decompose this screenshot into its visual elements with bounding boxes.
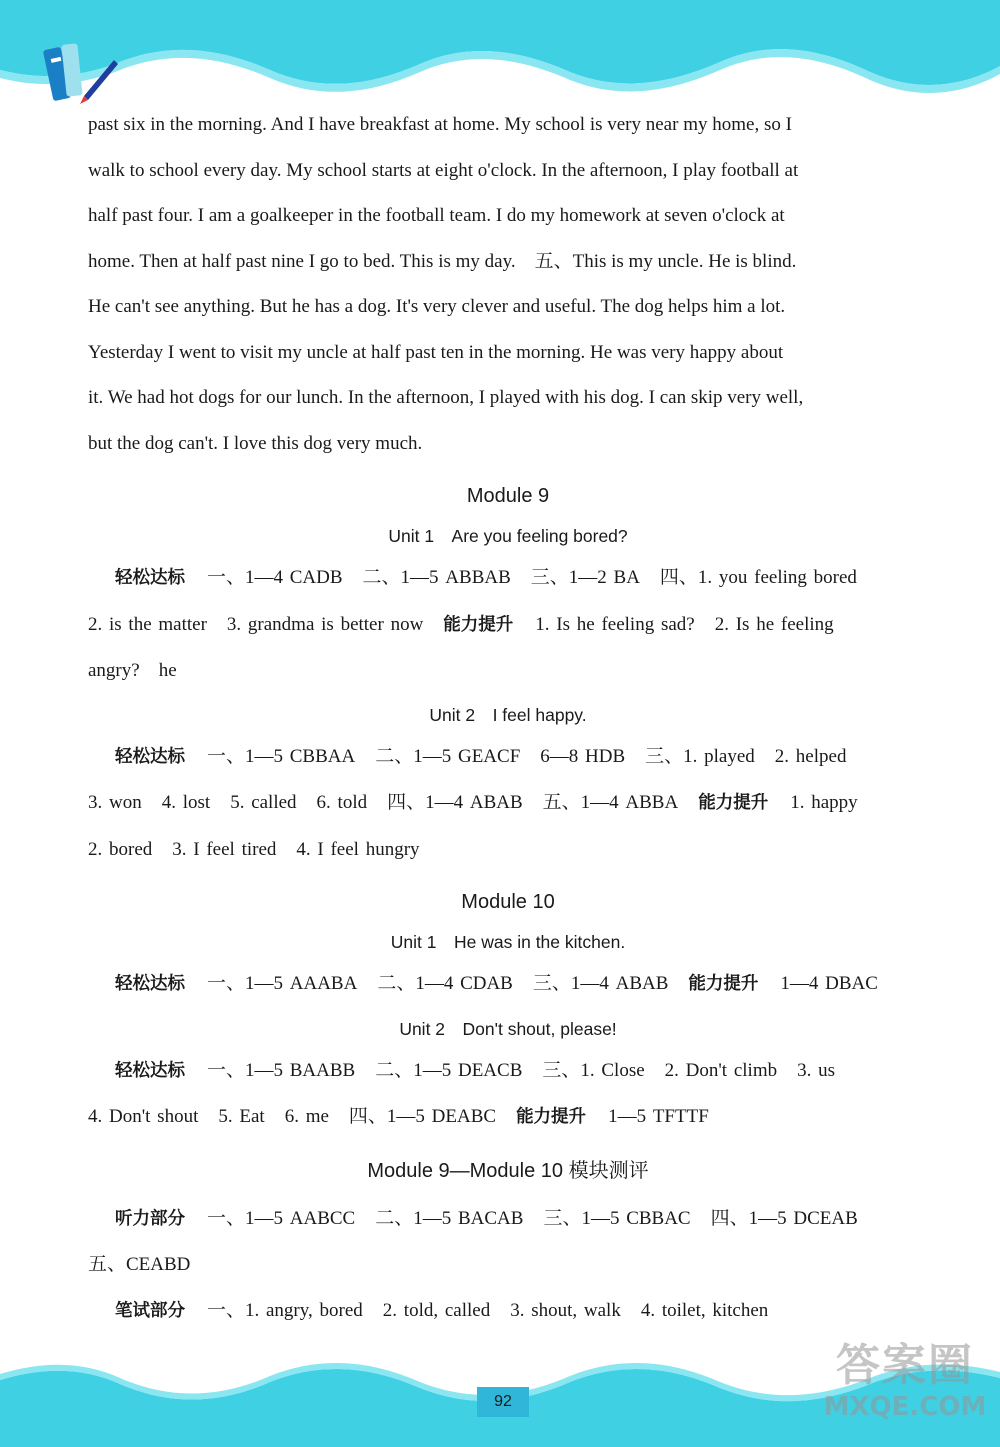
answer-segment: 2. helped xyxy=(774,745,847,767)
passage-line: He can't see anything. But he has a dog. It's very clever and useful. The dog helps him a lot. xyxy=(88,296,786,317)
listening-section-label: 听力部分 xyxy=(115,1208,185,1229)
answer-segment: 4. toilet, kitchen xyxy=(640,1299,769,1321)
answer-segment: 3. shout, walk xyxy=(510,1299,621,1321)
answer-segment: 一、1—5 CBBAA xyxy=(207,745,356,767)
watermark-top-text: 答案圈 xyxy=(836,1340,974,1391)
site-watermark xyxy=(820,1340,990,1440)
answer-segment: 五、CEABD xyxy=(88,1254,191,1275)
review-title: Module 9—Module 10 模块测评 xyxy=(367,1159,649,1182)
answer-segment: 一、1—5 AABCC xyxy=(207,1207,356,1229)
answer-segment: 一、1. angry, bored xyxy=(207,1299,363,1321)
answer-segment: 6. me xyxy=(284,1106,329,1127)
module-10-unit-2-title: Unit 2 Don't shout, please! xyxy=(399,1018,617,1039)
answer-segment: 一、1—5 BAABB xyxy=(207,1059,356,1081)
passage-line: it. We had hot dogs for our lunch. In the afternoon, I played with his dog. I can skip very well, xyxy=(88,387,804,408)
answer-segment: 1. happy xyxy=(790,792,858,813)
answer-segment: 四、1. you feeling bored xyxy=(659,567,857,588)
answer-segment: 2. bored xyxy=(88,838,153,860)
module-9-unit-2-title: Unit 2 I feel happy. xyxy=(429,704,587,725)
ability-level-label: 能力提升 xyxy=(516,1107,587,1127)
answer-segment: 三、1. played xyxy=(645,745,755,767)
answer-segment: 五、1—4 ABBA xyxy=(542,792,679,813)
easy-level-label: 轻松达标 xyxy=(115,746,185,767)
answer-segment: 2. told, called xyxy=(382,1299,491,1321)
passage-line: Yesterday I went to visit my uncle at half past ten in the morning. He was very happy about xyxy=(88,341,784,363)
answer-segment: 一、1—5 AAABA xyxy=(207,973,358,994)
top-wave-banner xyxy=(0,0,1000,110)
answer-segment: 3. won xyxy=(88,792,142,813)
answer-segment: 2. is the matter xyxy=(88,613,207,635)
answer-segment: 四、1—5 DEABC xyxy=(348,1106,497,1127)
answer-segment: 6—8 HDB xyxy=(540,745,626,767)
answer-segment: 4. lost xyxy=(161,792,211,813)
answer-segment: 2. Is he feeling xyxy=(714,613,834,635)
answer-segment: 三、1—5 CBBAC xyxy=(543,1207,691,1229)
page-number: 92 xyxy=(477,1387,529,1417)
ability-level-label: 能力提升 xyxy=(688,974,759,994)
answer-segment: 二、1—4 CDAB xyxy=(377,973,513,994)
answer-segment: angry? he xyxy=(88,660,177,681)
reading-passage xyxy=(88,102,928,466)
written-section-label: 笔试部分 xyxy=(115,1300,185,1321)
answer-segment: 二、1—5 DEACB xyxy=(375,1059,523,1081)
answer-segment: 3. I feel tired xyxy=(172,838,277,860)
answer-segment: 4. Don't shout xyxy=(88,1106,199,1127)
module-10-unit-1-title: Unit 1 He was in the kitchen. xyxy=(390,932,626,952)
answer-segment: 三、1—2 BA xyxy=(530,567,640,588)
answer-segment: 1—4 DBAC xyxy=(780,973,878,994)
easy-level-label: 轻松达标 xyxy=(115,974,185,994)
answer-content xyxy=(88,102,928,1334)
answer-segment: 四、1—5 DCEAB xyxy=(710,1207,858,1229)
answer-segment: 2. Don't climb xyxy=(664,1059,778,1081)
ability-level-label: 能力提升 xyxy=(443,614,514,635)
watermark-bottom-text: MXQE.COM xyxy=(823,1392,987,1422)
answer-segment: 一、1—4 CADB xyxy=(207,567,343,588)
books-pen-logo-icon xyxy=(40,38,120,108)
passage-line: past six in the morning. And I have breakfast at home. My school is very near my home, so I xyxy=(88,114,792,135)
answer-segment: 4. I feel hungry xyxy=(296,838,420,860)
answer-segment: 6. told xyxy=(316,792,368,813)
answer-segment: 3. us xyxy=(797,1059,836,1081)
answer-segment: 二、1—5 GEACF xyxy=(375,745,521,767)
answer-segment: 3. grandma is better now xyxy=(226,613,424,635)
passage-line: walk to school every day. My school starts at eight o'clock. In the afternoon, I play football at xyxy=(88,159,799,181)
easy-level-label: 轻松达标 xyxy=(115,1060,185,1081)
passage-line: half past four. I am a goalkeeper in the football team. I do my homework at seven o'clock at xyxy=(88,205,785,226)
passage-line: but the dog can't. I love this dog very much. xyxy=(88,432,423,454)
answer-segment: 二、1—5 BACAB xyxy=(375,1207,524,1229)
module-9-unit-2-answers xyxy=(88,734,928,873)
module-9-unit-1-answers xyxy=(88,555,928,694)
answer-segment: 四、1—4 ABAB xyxy=(387,792,523,813)
module-10-unit-1-answers xyxy=(88,961,928,1008)
answer-segment: 三、1—4 ABAB xyxy=(532,973,669,994)
answer-segment: 5. Eat xyxy=(218,1106,265,1127)
module-9-title: Module 9 xyxy=(466,485,550,507)
answer-segment: 二、1—5 ABBAB xyxy=(362,567,511,588)
module-10-unit-2-answers xyxy=(88,1048,928,1141)
answer-segment: 三、1. Close xyxy=(542,1059,645,1081)
answer-segment: 1—5 TFTTF xyxy=(608,1106,709,1127)
ability-level-label: 能力提升 xyxy=(698,793,769,813)
review-answers xyxy=(88,1196,928,1335)
answer-segment: 5. called xyxy=(230,792,297,813)
passage-line: home. Then at half past nine I go to bed. This is my day. 五、This is my uncle. He is blind. xyxy=(88,250,797,272)
module-9-unit-1-title: Unit 1 Are you feeling bored? xyxy=(388,526,628,546)
answer-segment: 1. Is he feeling sad? xyxy=(535,613,695,635)
easy-level-label: 轻松达标 xyxy=(115,568,185,588)
module-10-title: Module 10 xyxy=(461,891,555,913)
